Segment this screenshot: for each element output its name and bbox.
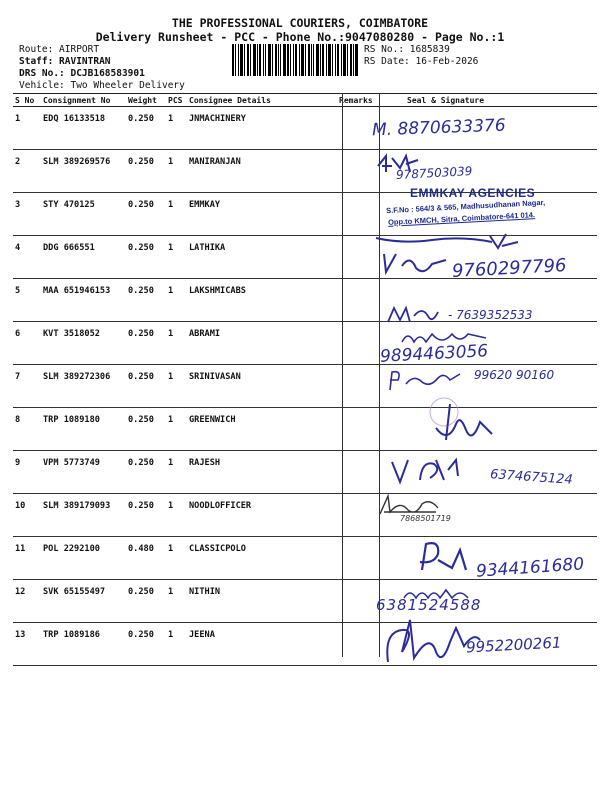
stamp-address-1: S.F.No : 564/3 & 565, Madhusudhanan Nagar,	[385, 197, 546, 216]
handwritten-phone-9: 6374675124	[489, 467, 574, 488]
remarks-divider	[342, 93, 343, 657]
cell-remarks	[337, 193, 377, 236]
cell-consignee: CLASSICPOLO	[187, 537, 337, 580]
cell-consignment: STY 470125	[41, 193, 126, 236]
cell-pcs: 1	[166, 150, 187, 193]
cell-consignment: VPM 5773749	[41, 451, 126, 494]
cell-weight: 0.250	[126, 451, 166, 494]
cell-consignee: JEENA	[187, 623, 337, 666]
cell-pcs: 1	[166, 451, 187, 494]
cell-weight: 0.250	[126, 193, 166, 236]
cell-consignment: TRP 1089180	[41, 408, 126, 451]
cell-weight: 0.250	[126, 279, 166, 322]
cell-sno: 2	[13, 150, 41, 193]
table-row	[13, 322, 597, 365]
table-row	[13, 580, 597, 623]
handwritten-phone-1: M. 8870633376	[371, 115, 506, 141]
drs-number: DRS No.: DCJB168583901	[19, 68, 145, 79]
handwritten-phone-7: 99620 90160	[474, 368, 555, 382]
cell-sno: 4	[13, 236, 41, 279]
cell-consignee: GREENWICH	[187, 408, 337, 451]
signature-4	[380, 250, 450, 276]
cell-remarks	[337, 236, 377, 279]
handwritten-phone-6b: 9894463056	[379, 341, 489, 367]
cell-sno: 10	[13, 494, 41, 537]
cell-sno: 3	[13, 193, 41, 236]
cell-remarks	[337, 451, 377, 494]
cell-consignment: MAA 651946153	[41, 279, 126, 322]
handwritten-phone-12b: 6381524588	[376, 596, 482, 614]
cell-consignee: EMMKAY	[187, 193, 337, 236]
col-consignee: Consignee Details	[187, 94, 337, 107]
cell-consignment: KVT 3518052	[41, 322, 126, 365]
table-row	[13, 408, 597, 451]
cell-pcs: 1	[166, 408, 187, 451]
cell-remarks	[337, 537, 377, 580]
vehicle-label: Vehicle: Two Wheeler Delivery	[19, 80, 185, 91]
company-title: THE PROFESSIONAL COURIERS, COIMBATORE	[171, 16, 429, 30]
stamp-address-2: Opp.to KMCH, Sitra, Coimbatore-641 014.	[387, 210, 536, 227]
cell-weight: 0.250	[126, 107, 166, 150]
cell-consignment: EDQ 16133518	[41, 107, 126, 150]
cell-pcs: 1	[166, 279, 187, 322]
cell-consignee: NITHIN	[187, 580, 337, 623]
cell-weight: 0.480	[126, 537, 166, 580]
cell-sno: 11	[13, 537, 41, 580]
cell-sno: 6	[13, 322, 41, 365]
col-pcs: PCS	[166, 94, 187, 107]
cell-consignment: TRP 1089186	[41, 623, 126, 666]
cell-sno: 12	[13, 580, 41, 623]
cell-pcs: 1	[166, 236, 187, 279]
cell-consignment: SLM 389269576	[41, 150, 126, 193]
signature-9	[390, 456, 490, 486]
cell-pcs: 1	[166, 365, 187, 408]
cell-consignee: MANIRANJAN	[187, 150, 337, 193]
cell-remarks	[337, 150, 377, 193]
cell-weight: 0.250	[126, 365, 166, 408]
barcode-image	[232, 44, 358, 76]
cell-sno: 5	[13, 279, 41, 322]
cell-pcs: 1	[166, 537, 187, 580]
handwritten-phone-4: 9760297796	[451, 255, 568, 282]
handwritten-phone-6: - 7639352533	[448, 308, 533, 322]
stamp-name: EMMKAY AGENCIES	[410, 186, 536, 200]
cell-remarks	[337, 322, 377, 365]
cell-remarks	[337, 580, 377, 623]
cell-sno: 7	[13, 365, 41, 408]
cell-consignee: JNMACHINERY	[187, 107, 337, 150]
signature-8	[426, 394, 496, 448]
col-sno: S No	[13, 94, 41, 107]
cell-consignee: SRINIVASAN	[187, 365, 337, 408]
signature-6	[386, 304, 440, 326]
handwritten-phone-12a: 9344161680	[475, 554, 585, 582]
table-row	[13, 494, 597, 537]
col-seal: Seal & Signature	[377, 94, 597, 107]
cell-remarks	[337, 623, 377, 666]
cell-consignment: SLM 389272306	[41, 365, 126, 408]
cell-sno: 1	[13, 107, 41, 150]
cell-consignment: POL 2292100	[41, 537, 126, 580]
table-header-row	[13, 94, 597, 107]
cell-weight: 0.250	[126, 408, 166, 451]
cell-remarks	[337, 365, 377, 408]
cell-weight: 0.250	[126, 494, 166, 537]
cell-remarks	[337, 494, 377, 537]
cell-sno: 13	[13, 623, 41, 666]
cell-pcs: 1	[166, 494, 187, 537]
signature-7	[384, 368, 464, 392]
cell-remarks	[337, 408, 377, 451]
cell-consignment: SLM 389179093	[41, 494, 126, 537]
cell-weight: 0.250	[126, 150, 166, 193]
cell-consignee: NOODLOFFICER	[187, 494, 337, 537]
cell-pcs: 1	[166, 322, 187, 365]
cell-consignment: DDG 666551	[41, 236, 126, 279]
handwritten-phone-2: 9787503039	[395, 164, 473, 182]
col-consignment: Consignment No	[41, 94, 126, 107]
col-remarks: Remarks	[337, 94, 377, 107]
cell-sno: 9	[13, 451, 41, 494]
col-weight: Weight	[126, 94, 166, 107]
cell-sno: 8	[13, 408, 41, 451]
handwritten-phone-10: 7868501719	[400, 514, 451, 523]
signature-11	[412, 540, 472, 576]
cell-weight: 0.250	[126, 623, 166, 666]
route-label: Route: AIRPORT	[19, 44, 100, 55]
cell-remarks	[337, 279, 377, 322]
cell-consignee: LAKSHMICABS	[187, 279, 337, 322]
table-row	[13, 107, 597, 150]
handwritten-phone-13: 9952200261	[465, 633, 562, 657]
cell-consignment: SVK 65155497	[41, 580, 126, 623]
cell-pcs: 1	[166, 193, 187, 236]
rs-date: RS Date: 16-Feb-2026	[364, 56, 479, 67]
cell-weight: 0.250	[126, 580, 166, 623]
rs-number: RS No.: 1685839	[364, 44, 450, 55]
staff-label: Staff: RAVINTRAN	[19, 56, 111, 67]
cell-pcs: 1	[166, 623, 187, 666]
cell-pcs: 1	[166, 580, 187, 623]
cell-weight: 0.250	[126, 322, 166, 365]
cell-weight: 0.250	[126, 236, 166, 279]
cell-consignee: ABRAMI	[187, 322, 337, 365]
cell-pcs: 1	[166, 107, 187, 150]
runsheet-subtitle: Delivery Runsheet - PCC - Phone No.:9047080280 - Page No.:1	[95, 30, 505, 44]
cell-consignee: LATHIKA	[187, 236, 337, 279]
cell-consignee: RAJESH	[187, 451, 337, 494]
